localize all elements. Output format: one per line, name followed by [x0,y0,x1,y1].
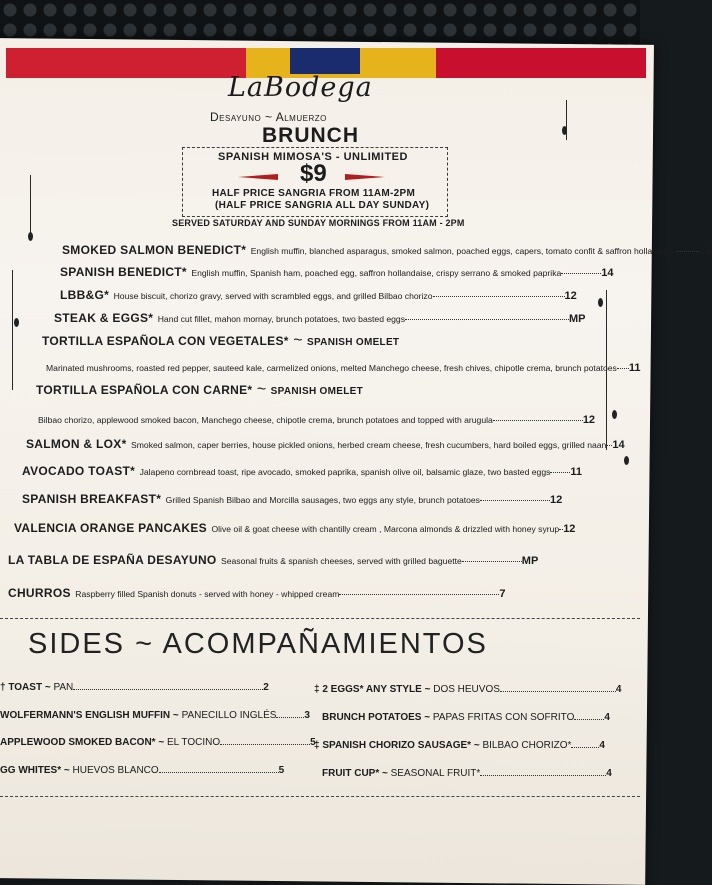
vine-leaf-icon [28,232,33,241]
side-item-price: 5 [278,765,285,776]
menu-item-name: TORTILLA ESPAÑOLA CON VEGETALES* [42,334,289,348]
served-hours: SERVED SATURDAY AND SUNDAY MORNINGS FROM 11AM - 2PM [172,218,465,228]
menu-item-price: MP [521,555,539,567]
menu-item-desc: Bilbao chorizo, applewood smoked bacon, Manchego cheese, chipotle crema, brunch potatoes and topped with arugula [38,415,493,425]
menu-item-price: 7 [499,588,506,600]
flag-band-red [6,48,246,78]
side-item-spanish: SEASONAL FRUIT* [390,768,481,779]
menu-item-price: MP [569,313,586,325]
sides-divider-bottom [0,796,640,797]
side-item-name: GG WHITES* [0,765,62,776]
side-item-spanish: PAN [53,682,74,693]
menu-subtitle: Desayuno ~ Almuerzo [210,110,327,124]
side-item: BRUNCH POTATOES ~ PAPAS FRITAS CON SOFRITO 4 [322,712,610,723]
side-item: APPLEWOOD SMOKED BACON* ~ EL TOCINO 5 [0,737,316,748]
side-item: † TOAST ~ PAN 2 [0,682,269,693]
menu-item: TORTILLA ESPAÑOLA CON CARNE* ~ SPANISH OMELET [36,381,364,398]
restaurant-logo: LaBodega [228,72,373,103]
menu-item-name: VALENCIA ORANGE PANCAKES [14,521,207,535]
side-item: FRUIT CUP* ~ SEASONAL FRUIT* 4 [322,768,612,779]
arrow-right-icon [345,174,385,180]
menu-item-desc: English muffin, blanched asparagus, smoked salmon, poached eggs, capers, tomato confit & saffron hollandaise [250,246,678,256]
side-item-spanish: EL TOCINO [166,737,221,748]
vine-decoration [12,270,13,390]
side-item: ‡ SPANISH CHORIZO SAUSAGE* ~ BILBAO CHORIZO* 4 [314,740,605,751]
sangria-special: HALF PRICE SANGRIA FROM 11AM-2PM [212,188,416,199]
menu-item-price: 16 [699,245,712,257]
menu-item-price: 14 [601,267,614,279]
side-item-name: BRUNCH POTATOES [322,712,422,723]
vine-leaf-icon [612,410,617,419]
menu-item-name: CHURROS [8,586,71,600]
menu-item-detail [46,358,640,376]
side-item-price: 4 [604,712,610,723]
menu-item-price: 11 [570,466,583,478]
side-item-price: 4 [615,684,622,695]
menu-item [60,263,614,281]
menu-item: TORTILLA ESPAÑOLA CON VEGETALES* ~ SPANISH OMELET [42,332,400,349]
side-item: ‡ 2 EGGS* ANY STYLE ~ DOS HEUVOS 4 [314,684,622,695]
side-item-name: † TOAST [0,682,43,693]
side-item-spanish: PAPAS FRITAS CON SOFRITO [432,712,575,723]
menu-item-price: 11 [628,362,641,374]
menu-item [22,490,562,508]
menu-item-desc: House biscuit, chorizo gravy, served with scrambled eggs, and grilled Bilbao chorizo [113,291,433,301]
menu-item-name: LBB&G* [60,288,110,302]
menu-item [54,309,586,327]
vine-decoration [606,290,607,450]
vine-leaf-icon [598,298,603,307]
sides-divider-top [0,618,640,619]
side-item-price: 5 [310,737,316,748]
side-item-name: ‡ 2 EGGS* ANY STYLE [314,684,422,695]
vine-leaf-icon [562,126,567,135]
vine-leaf-icon [624,456,629,465]
menu-item [22,462,582,480]
side-item-name: ‡ SPANISH CHORIZO SAUSAGE* [314,740,472,751]
side-item-spanish: PANECILLO INGLÉS [181,710,277,721]
menu-item-price: 12 [549,494,563,506]
menu-item-price: 12 [564,290,577,302]
menu-item-alt-name: SPANISH OMELET [306,337,400,348]
side-item-spanish: BILBAO CHORIZO* [482,740,572,751]
menu-item-desc: Hand cut fillet, mahon mornay, brunch potatoes, two basted eggs [157,314,405,324]
menu-item-price: 14 [612,439,625,451]
menu-item [60,286,577,304]
side-item: GG WHITES* ~ HUEVOS BLANCO 5 [0,765,285,776]
menu-item [62,241,712,259]
menu-item-name: LA TABLA DE ESPAÑA DESAYUNO [8,553,217,567]
menu-item [8,584,506,602]
menu-item-alt-name: SPANISH OMELET [270,386,364,397]
menu-item-name: AVOCADO TOAST* [22,464,136,478]
menu-item-desc: Grilled Spanish Bilbao and Morcilla sausages, two eggs any style, brunch potatoes [165,495,480,505]
side-item-spanish: HUEVOS BLANCO [72,765,159,776]
mimosa-price: $9 [300,160,327,187]
menu-item-desc: Raspberry filled Spanish donuts - served with honey - whipped cream [75,589,340,599]
side-item: WOLFERMANN'S ENGLISH MUFFIN ~ PANECILLO INGLÉS 3 [0,710,310,721]
side-item-name: APPLEWOOD SMOKED BACON* [0,737,156,748]
menu-item-price: 12 [582,414,596,426]
side-item-spanish: DOS HEUVOS [433,684,500,695]
menu-item-desc: Seasonal fruits & spanish cheeses, served with grilled baguette [221,556,462,566]
menu-item-name: SPANISH BREAKFAST* [22,492,162,506]
menu-item-detail [38,410,595,428]
vine-decoration [30,175,31,235]
side-item-name: FRUIT CUP* [322,768,380,779]
side-item-name: WOLFERMANN'S ENGLISH MUFFIN [0,710,171,721]
mimosa-label: SPANISH MIMOSA'S - UNLIMITED [218,151,408,163]
side-item-price: 2 [263,682,269,693]
menu-item [26,435,625,453]
side-item-price: 4 [599,740,605,751]
menu-item-desc: English muffin, Spanish ham, poached egg, saffron hollandaise, crispy serrano & smoked paprika [191,268,562,278]
menu-item-name: SPANISH BENEDICT* [60,265,187,279]
menu-item-desc: Marinated mushrooms, roasted red pepper, sauteed kale, carmelized onions, melted Manchego cheese, fresh chives, chipotle crema, brunch potatoes [46,363,617,373]
menu-item-name: TORTILLA ESPAÑOLA CON CARNE* [36,383,253,397]
arrow-left-icon [238,174,278,180]
flag-band-red-right [436,48,646,78]
sangria-sunday: (HALF PRICE SANGRIA ALL DAY SUNDAY) [215,200,430,211]
menu-item-name: SALMON & LOX* [26,437,127,451]
flag-band-blue [290,48,360,74]
vine-leaf-icon [14,318,19,327]
menu-item-price: 12 [563,523,576,535]
menu-item-desc: Olive oil & goat cheese with chantilly cream , Marcona almonds & drizzled with honey syrup [211,524,560,534]
side-item-price: 4 [606,768,612,779]
menu-item-desc: Jalapeno cornbread toast, ripe avocado, smoked paprika, spanish olive oil, balsamic glaze, two basted eggs [139,467,551,477]
page-title: BRUNCH [262,124,359,147]
sides-title: SIDES ~ ACOMPAÑAMIENTOS [28,628,488,660]
menu-item [14,519,575,537]
menu-item-name: SMOKED SALMON BENEDICT* [62,243,247,257]
side-item-price: 3 [304,710,310,721]
vine-decoration [566,100,567,140]
menu-item [8,551,538,569]
menu-item-name: STEAK & EGGS* [54,311,154,325]
menu-item-desc: Smoked salmon, caper berries, house pickled onions, herbed cream cheese, fresh cucumbers, hard boiled eggs, grilled naan [131,440,607,450]
